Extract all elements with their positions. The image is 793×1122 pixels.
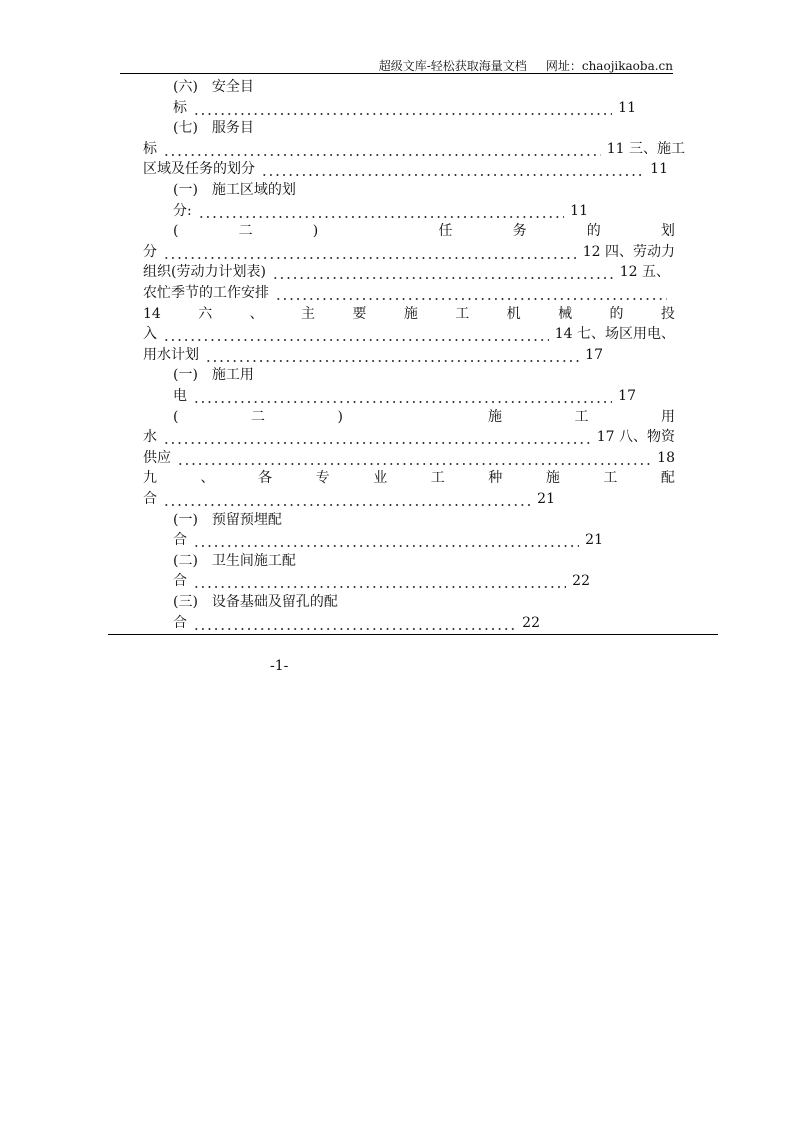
toc-justified-token: 二 [238,223,253,240]
toc-justified-token: 务 [512,223,527,240]
toc-justified-token: 各 [258,470,273,487]
toc-page-number: 21 [585,532,603,549]
toc-line [143,468,675,488]
toc-line [173,530,603,550]
toc-entry-label: 水 [143,429,157,446]
footer-rule [108,634,718,635]
toc-page-number: 11 [618,99,636,116]
dot-leader [163,324,549,344]
toc-page-number: 17 [596,429,615,446]
toc-justified-token: 六 [198,305,213,322]
toc-justified-token: 二 [250,408,265,425]
toc-justified-token: 工 [430,470,445,487]
toc-page-number: 11 [570,202,588,219]
toc-line [173,365,254,385]
dot-leader [205,345,579,365]
toc-entry-label: 标 [143,140,157,157]
toc-justified-token: 14 [143,305,161,322]
dot-leader [193,98,612,118]
toc-entry-label: 分: [173,202,192,219]
toc-entry-text: (一) 预留预埋配 [173,511,282,528]
toc-justified-token: 机 [506,305,521,322]
toc-line [143,262,670,282]
toc-page-number: 18 [657,449,675,466]
toc-justified-token: 业 [373,470,388,487]
toc-line [173,571,590,591]
toc-next-entry-start: 八、物资 [614,429,675,446]
dot-leader [163,427,591,447]
toc-line [143,159,668,179]
toc-page-number: 21 [537,491,555,507]
dot-leader [275,283,667,303]
toc-line [173,221,675,241]
toc-entry-label: 电 [173,388,187,404]
toc-line [173,386,636,406]
toc-page-number: 12 [619,264,638,281]
toc-line [173,180,296,200]
toc-justified-token: 投 [660,305,675,322]
toc-line [173,592,338,612]
header-url: 网址：chaojikaoba.cn [545,59,673,73]
toc-line [143,489,555,509]
toc-entry-label: 合 [173,573,187,590]
toc-justified-token: 的 [586,223,601,240]
dot-leader [272,262,614,282]
header-rule [120,73,673,74]
toc-entry-text: (二) 卫生间施工配 [173,552,296,569]
toc-entry-label: 分 [143,243,157,260]
toc-justified-token: 工 [574,408,589,425]
toc-justified-token: 划 [660,223,675,240]
toc-line [173,201,588,221]
toc-entry-label: 组织(劳动力计划表) [143,264,266,281]
header-site: 超级文库-轻松获取海量文档 [378,59,527,73]
toc-page-number: 22 [522,614,540,631]
toc-line [143,427,675,447]
toc-justified-token: 工 [455,305,470,322]
toc-line [143,345,603,365]
toc-line [143,324,675,344]
toc-entry-label: 区域及任务的划分 [143,161,255,178]
toc-justified-token: 种 [488,470,503,487]
dot-leader [198,201,564,221]
toc-justified-token: 施 [545,470,560,487]
toc-entry-text: (一) 施工区域的划 [173,182,296,198]
toc-next-entry-start: 五、 [637,264,670,281]
toc-entry-label: 入 [143,326,157,343]
toc-justified-token: 配 [660,470,675,487]
dot-leader [163,242,577,262]
toc-next-entry-start: 三、施工 [624,140,685,157]
toc-page-number: 17 [585,346,603,363]
toc-line [173,510,282,530]
toc-entry-label: 供应 [143,449,171,466]
toc-line [173,98,636,118]
toc-justified-token: 专 [315,470,330,487]
toc-justified-token: 、 [249,305,264,322]
toc-entry-text: (七) 服务目 [173,120,254,137]
toc-page-number: 14 [554,326,573,343]
toc-justified-token: 用 [660,408,675,425]
toc-line [143,242,675,262]
toc-entry-text: (三) 设备基础及留孔的配 [173,594,338,610]
toc-justified-token: 要 [352,305,367,322]
toc-line [143,304,675,324]
toc-entry-label: 标 [173,99,187,116]
toc-entry-text: (六) 安全目 [173,79,254,95]
toc-entry-label: 合 [143,491,157,507]
toc-justified-token: 九 [143,470,157,487]
dot-leader [261,159,644,179]
toc-entry-label: 农忙季节的工作安排 [143,285,269,301]
toc-next-entry-start: 四、劳动力 [600,243,675,260]
toc-line [173,551,296,571]
dot-leader [163,489,531,509]
toc-entry-text: (一) 施工用 [173,367,254,384]
toc-justified-token: 主 [301,305,316,322]
toc-justified-token: 施 [487,408,502,425]
toc-justified-token: 工 [603,470,618,487]
toc-justified-token: 的 [609,305,624,322]
toc-page-number: 12 [582,243,601,260]
toc-line [173,407,675,427]
toc-page-number: 17 [618,388,636,404]
dot-leader [163,139,601,159]
toc-justified-token: ( [173,408,179,425]
toc-page-number: 11 [650,161,668,178]
toc-entry-label: 合 [173,614,187,631]
toc-line [143,448,675,468]
dot-leader [193,571,566,591]
toc-justified-token: 械 [558,305,573,322]
toc-line [143,139,685,159]
dot-leader [193,613,516,633]
dot-leader [193,530,579,550]
dot-leader [177,448,651,468]
toc-entry-label: 用水计划 [143,346,199,363]
toc-line [143,283,673,303]
toc-line [173,77,254,97]
toc-justified-token: 任 [438,223,453,240]
toc-line [173,613,540,633]
page-number: -1- [270,658,289,674]
toc-justified-token: 施 [403,305,418,322]
toc-justified-token: ) [337,408,343,425]
toc-justified-token: 、 [200,470,215,487]
page-header [379,57,673,74]
toc-entry-label: 合 [173,532,187,549]
toc-justified-token: ) [312,223,319,240]
toc-justified-token: ( [173,223,179,240]
toc-page-number: 11 [606,140,625,157]
toc-page-number: 22 [572,573,590,590]
dot-leader [193,386,612,406]
toc-next-entry-start: 七、场区用电、 [572,326,675,343]
toc-line [173,118,254,138]
